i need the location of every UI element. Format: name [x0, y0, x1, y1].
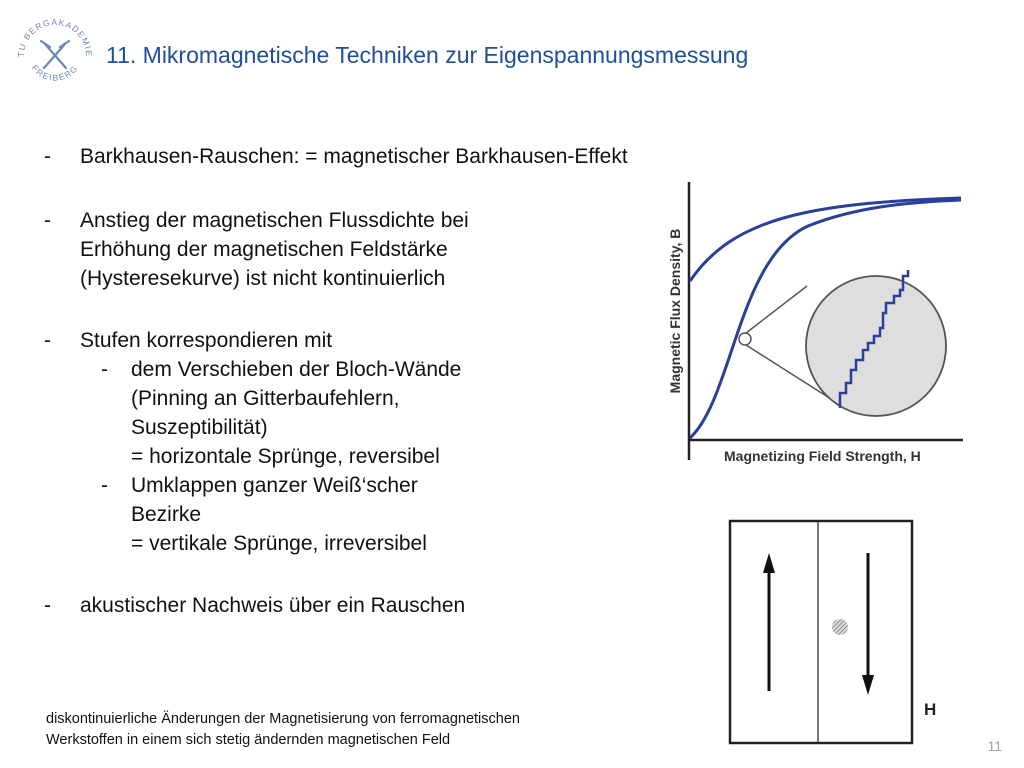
bullet-dash: - — [101, 474, 108, 497]
text-line: Suszeptibilität) — [131, 416, 268, 439]
x-axis-label: Magnetizing Field Strength, H — [724, 448, 921, 464]
bullet-text-stufen: Stufen korrespondieren mit — [80, 329, 333, 352]
university-logo — [12, 10, 98, 96]
bullet-text-anstieg — [80, 206, 469, 293]
text-line: dem Verschieben der Bloch-Wände — [131, 358, 462, 381]
svg-text:FREIBERG — [30, 63, 80, 83]
logo-text-top: TU BERGAKADEMIE — [15, 16, 95, 58]
bullet-dash: - — [44, 329, 51, 352]
bullet-item — [44, 142, 628, 171]
y-axis-label: Magnetic Flux Density, B — [667, 228, 683, 394]
bullet-dash: - — [44, 594, 51, 617]
crossed-hammers-icon — [41, 41, 69, 68]
text-line: Bezirke — [131, 503, 202, 526]
logo-text-bottom: FREIBERG — [29, 62, 81, 83]
hysteresis-figure — [658, 178, 968, 478]
bullet-text-barkhausen: Barkhausen-Rauschen: = magnetischer Barkhausen-Effekt — [80, 145, 628, 168]
footnote-line: Werkstoffen in einem sich stetig ändernden magnetischen Feld — [46, 732, 451, 748]
field-label: H — [924, 700, 937, 719]
domain-box — [730, 521, 912, 743]
text-line: (Pinning an Gitterbaufehlern, — [131, 387, 400, 410]
text-line: Anstieg der magnetischen Flussdichte bei — [80, 209, 469, 232]
bullet-dash: - — [44, 209, 51, 232]
pinning-defect — [832, 619, 848, 635]
arrow-up-icon — [763, 553, 775, 691]
domain-figure — [720, 515, 970, 751]
text-line: = vertikale Sprünge, irreversibel — [131, 532, 427, 555]
bullet-list — [44, 142, 628, 620]
page-title: 11. Mikromagnetische Techniken zur Eigenspannungsmessung — [106, 42, 749, 68]
text-line: Erhöhung der magnetischen Feldstärke — [80, 238, 448, 261]
arrow-down-icon — [862, 553, 874, 695]
bullet-text-akustisch: akustischer Nachweis über ein Rauschen — [80, 594, 466, 617]
svg-text:TU BERGAKADEMIE — [16, 17, 94, 57]
sub-bullet-item — [101, 355, 628, 471]
page-number: 11 — [987, 738, 1002, 754]
bullet-item — [44, 591, 628, 620]
bullet-item — [44, 326, 628, 355]
bullet-dash: - — [44, 145, 51, 168]
text-line: (Hysteresekurve) ist nicht kontinuierlich — [80, 267, 446, 290]
bullet-item — [44, 206, 628, 293]
sub-bullet-text-bloch — [131, 355, 461, 471]
text-line: = horizontale Sprünge, reversibel — [131, 445, 440, 468]
footnote-line: diskontinuierliche Änderungen der Magnetisierung von ferromagnetischen — [46, 711, 520, 727]
text-line: Umklappen ganzer Weiß‘scher — [131, 474, 418, 497]
bullet-dash: - — [101, 358, 108, 381]
zoom-circle — [806, 276, 946, 416]
sub-bullet-text-weiss — [131, 471, 427, 558]
sub-bullet-item — [101, 471, 628, 558]
footnote — [46, 709, 520, 751]
